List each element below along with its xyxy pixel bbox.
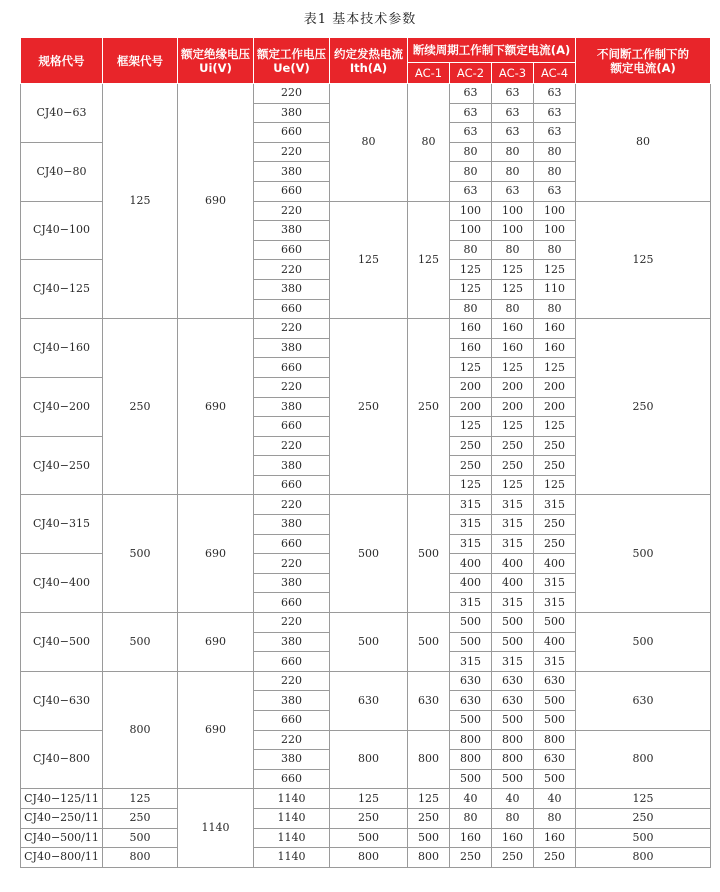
ac3-cell: 125 bbox=[492, 475, 534, 495]
table-row bbox=[21, 671, 711, 691]
table-row bbox=[21, 828, 711, 848]
ac1-cell: 500 bbox=[408, 828, 450, 848]
ue-cell: 380 bbox=[254, 221, 330, 241]
model-cell: CJ40−80 bbox=[21, 142, 103, 201]
ue-cell: 220 bbox=[254, 377, 330, 397]
ac3-cell: 125 bbox=[492, 417, 534, 437]
ue-cell: 660 bbox=[254, 417, 330, 437]
model-cell: CJ40−160 bbox=[21, 319, 103, 378]
ith-cell: 125 bbox=[330, 201, 408, 319]
ac4-cell: 63 bbox=[534, 84, 576, 104]
ue-cell: 660 bbox=[254, 240, 330, 260]
ue-cell: 380 bbox=[254, 103, 330, 123]
ac4-cell: 500 bbox=[534, 769, 576, 789]
ac1-cell: 250 bbox=[408, 808, 450, 828]
header-ac1: AC-1 bbox=[408, 63, 450, 84]
ac2-cell: 200 bbox=[450, 377, 492, 397]
ac2-cell: 160 bbox=[450, 338, 492, 358]
ac4-cell: 315 bbox=[534, 652, 576, 672]
table-row bbox=[21, 495, 711, 515]
ac2-cell: 80 bbox=[450, 162, 492, 182]
ac2-cell: 400 bbox=[450, 573, 492, 593]
ac3-cell: 400 bbox=[492, 554, 534, 574]
ue-cell: 380 bbox=[254, 515, 330, 535]
ue-cell: 660 bbox=[254, 299, 330, 319]
ac4-cell: 160 bbox=[534, 828, 576, 848]
ac3-cell: 63 bbox=[492, 103, 534, 123]
continuous-cell: 500 bbox=[576, 613, 711, 672]
ui-cell: 690 bbox=[178, 84, 254, 319]
ue-cell: 380 bbox=[254, 279, 330, 299]
ac2-cell: 200 bbox=[450, 397, 492, 417]
ac4-cell: 200 bbox=[534, 397, 576, 417]
ac4-cell: 125 bbox=[534, 358, 576, 378]
ac4-cell: 200 bbox=[534, 377, 576, 397]
ac4-cell: 63 bbox=[534, 103, 576, 123]
ue-cell: 220 bbox=[254, 260, 330, 280]
ac3-cell: 500 bbox=[492, 711, 534, 731]
ac4-cell: 160 bbox=[534, 319, 576, 339]
table-row bbox=[21, 84, 711, 104]
ac1-cell: 800 bbox=[408, 848, 450, 868]
ue-cell: 660 bbox=[254, 181, 330, 201]
model-cell: CJ40−63 bbox=[21, 84, 103, 143]
ac3-cell: 315 bbox=[492, 515, 534, 535]
model-cell: CJ40−250/11 bbox=[21, 808, 103, 828]
header-ac3: AC-3 bbox=[492, 63, 534, 84]
ac3-cell: 80 bbox=[492, 162, 534, 182]
spec-table bbox=[20, 37, 711, 868]
ith-cell: 500 bbox=[330, 495, 408, 613]
ac4-cell: 250 bbox=[534, 436, 576, 456]
ue-cell: 380 bbox=[254, 632, 330, 652]
ac4-cell: 400 bbox=[534, 632, 576, 652]
continuous-cell: 125 bbox=[576, 201, 711, 319]
ac3-cell: 40 bbox=[492, 789, 534, 809]
ith-cell: 800 bbox=[330, 848, 408, 868]
frame-cell: 250 bbox=[103, 319, 178, 495]
continuous-cell: 250 bbox=[576, 319, 711, 495]
ue-cell: 660 bbox=[254, 711, 330, 731]
ac3-cell: 500 bbox=[492, 613, 534, 633]
ac1-cell: 80 bbox=[408, 84, 450, 202]
ac4-cell: 500 bbox=[534, 691, 576, 711]
ac2-cell: 630 bbox=[450, 671, 492, 691]
ac4-cell: 500 bbox=[534, 613, 576, 633]
ac2-cell: 160 bbox=[450, 828, 492, 848]
frame-cell: 500 bbox=[103, 495, 178, 613]
ac3-cell: 500 bbox=[492, 632, 534, 652]
table-row bbox=[21, 613, 711, 633]
ac2-cell: 63 bbox=[450, 103, 492, 123]
ac2-cell: 315 bbox=[450, 534, 492, 554]
ac4-cell: 80 bbox=[534, 162, 576, 182]
table-row bbox=[21, 789, 711, 809]
ac2-cell: 500 bbox=[450, 711, 492, 731]
ui-cell: 690 bbox=[178, 319, 254, 495]
ac3-cell: 125 bbox=[492, 260, 534, 280]
ith-cell: 800 bbox=[330, 730, 408, 789]
ac1-cell: 630 bbox=[408, 671, 450, 730]
continuous-cell: 630 bbox=[576, 671, 711, 730]
model-cell: CJ40−200 bbox=[21, 377, 103, 436]
ac2-cell: 400 bbox=[450, 554, 492, 574]
model-cell: CJ40−315 bbox=[21, 495, 103, 554]
ue-cell: 660 bbox=[254, 652, 330, 672]
ac3-cell: 80 bbox=[492, 299, 534, 319]
model-cell: CJ40−100 bbox=[21, 201, 103, 260]
ue-cell: 220 bbox=[254, 142, 330, 162]
ac4-cell: 500 bbox=[534, 711, 576, 731]
ac4-cell: 250 bbox=[534, 848, 576, 868]
continuous-cell: 80 bbox=[576, 84, 711, 202]
ac4-cell: 800 bbox=[534, 730, 576, 750]
ac3-cell: 63 bbox=[492, 123, 534, 143]
ac2-cell: 100 bbox=[450, 221, 492, 241]
ac4-cell: 125 bbox=[534, 475, 576, 495]
ui-cell: 690 bbox=[178, 613, 254, 672]
continuous-cell: 500 bbox=[576, 828, 711, 848]
ith-cell: 250 bbox=[330, 808, 408, 828]
ue-cell: 380 bbox=[254, 750, 330, 770]
ac3-cell: 80 bbox=[492, 142, 534, 162]
continuous-cell: 800 bbox=[576, 848, 711, 868]
ac4-cell: 315 bbox=[534, 495, 576, 515]
ue-cell: 380 bbox=[254, 162, 330, 182]
ac1-cell: 250 bbox=[408, 319, 450, 495]
ac1-cell: 500 bbox=[408, 613, 450, 672]
ac3-cell: 630 bbox=[492, 691, 534, 711]
model-cell: CJ40−125/11 bbox=[21, 789, 103, 809]
table-body bbox=[21, 84, 711, 868]
model-cell: CJ40−400 bbox=[21, 554, 103, 613]
ac2-cell: 125 bbox=[450, 260, 492, 280]
ac3-cell: 500 bbox=[492, 769, 534, 789]
continuous-cell: 125 bbox=[576, 789, 711, 809]
header-model: 规格代号 bbox=[21, 38, 103, 84]
ui-cell: 690 bbox=[178, 495, 254, 613]
ac3-cell: 63 bbox=[492, 84, 534, 104]
ue-cell: 660 bbox=[254, 769, 330, 789]
ue-cell: 660 bbox=[254, 358, 330, 378]
header-ac4: AC-4 bbox=[534, 63, 576, 84]
model-cell: CJ40−250 bbox=[21, 436, 103, 495]
header-ac2: AC-2 bbox=[450, 63, 492, 84]
header-ith: 约定发热电流 Ith(A) bbox=[330, 38, 408, 84]
ac2-cell: 315 bbox=[450, 515, 492, 535]
ue-cell: 660 bbox=[254, 475, 330, 495]
ue-cell: 1140 bbox=[254, 828, 330, 848]
ac2-cell: 125 bbox=[450, 279, 492, 299]
ac4-cell: 250 bbox=[534, 534, 576, 554]
table-caption: 表1 基本技术参数 bbox=[303, 12, 417, 27]
ac1-cell: 125 bbox=[408, 789, 450, 809]
ac2-cell: 800 bbox=[450, 730, 492, 750]
ac3-cell: 315 bbox=[492, 534, 534, 554]
header-periodic: 断续周期工作制下额定电流(A) bbox=[408, 38, 576, 63]
ue-cell: 220 bbox=[254, 671, 330, 691]
header-continuous: 不间断工作制下的 额定电流(A) bbox=[576, 38, 711, 84]
ac1-cell: 500 bbox=[408, 495, 450, 613]
ac4-cell: 125 bbox=[534, 260, 576, 280]
ith-cell: 125 bbox=[330, 789, 408, 809]
ac3-cell: 100 bbox=[492, 201, 534, 221]
ith-cell: 630 bbox=[330, 671, 408, 730]
ue-cell: 1140 bbox=[254, 808, 330, 828]
ac1-cell: 800 bbox=[408, 730, 450, 789]
header-ui: 额定绝缘电压 Ui(V) bbox=[178, 38, 254, 84]
ue-cell: 220 bbox=[254, 554, 330, 574]
ac2-cell: 500 bbox=[450, 632, 492, 652]
ue-cell: 380 bbox=[254, 338, 330, 358]
ac3-cell: 200 bbox=[492, 377, 534, 397]
ue-cell: 660 bbox=[254, 534, 330, 554]
ac4-cell: 125 bbox=[534, 417, 576, 437]
ue-cell: 380 bbox=[254, 573, 330, 593]
ac3-cell: 315 bbox=[492, 495, 534, 515]
ith-cell: 500 bbox=[330, 828, 408, 848]
ac2-cell: 160 bbox=[450, 319, 492, 339]
ue-cell: 660 bbox=[254, 123, 330, 143]
ac2-cell: 315 bbox=[450, 495, 492, 515]
ac2-cell: 800 bbox=[450, 750, 492, 770]
ac4-cell: 80 bbox=[534, 808, 576, 828]
ac3-cell: 250 bbox=[492, 436, 534, 456]
ac4-cell: 400 bbox=[534, 554, 576, 574]
ac3-cell: 400 bbox=[492, 573, 534, 593]
model-cell: CJ40−800/11 bbox=[21, 848, 103, 868]
frame-cell: 125 bbox=[103, 789, 178, 809]
ac2-cell: 125 bbox=[450, 475, 492, 495]
ac2-cell: 250 bbox=[450, 848, 492, 868]
ue-cell: 220 bbox=[254, 319, 330, 339]
ith-cell: 250 bbox=[330, 319, 408, 495]
frame-cell: 250 bbox=[103, 808, 178, 828]
ac4-cell: 100 bbox=[534, 221, 576, 241]
continuous-cell: 800 bbox=[576, 730, 711, 789]
frame-cell: 500 bbox=[103, 613, 178, 672]
ac3-cell: 160 bbox=[492, 338, 534, 358]
ac3-cell: 63 bbox=[492, 181, 534, 201]
model-cell: CJ40−800 bbox=[21, 730, 103, 789]
ue-cell: 220 bbox=[254, 84, 330, 104]
ac4-cell: 40 bbox=[534, 789, 576, 809]
ac4-cell: 315 bbox=[534, 593, 576, 613]
ac2-cell: 250 bbox=[450, 436, 492, 456]
ue-cell: 380 bbox=[254, 456, 330, 476]
ue-cell: 220 bbox=[254, 436, 330, 456]
ue-cell: 380 bbox=[254, 397, 330, 417]
ac4-cell: 630 bbox=[534, 671, 576, 691]
model-cell: CJ40−125 bbox=[21, 260, 103, 319]
ue-cell: 220 bbox=[254, 495, 330, 515]
ac2-cell: 500 bbox=[450, 613, 492, 633]
header-frame: 框架代号 bbox=[103, 38, 178, 84]
frame-cell: 500 bbox=[103, 828, 178, 848]
ac2-cell: 63 bbox=[450, 84, 492, 104]
ac3-cell: 800 bbox=[492, 750, 534, 770]
ue-cell: 220 bbox=[254, 613, 330, 633]
ac3-cell: 800 bbox=[492, 730, 534, 750]
ue-cell: 660 bbox=[254, 593, 330, 613]
ac3-cell: 125 bbox=[492, 279, 534, 299]
ac2-cell: 63 bbox=[450, 181, 492, 201]
ac3-cell: 250 bbox=[492, 456, 534, 476]
ac2-cell: 63 bbox=[450, 123, 492, 143]
continuous-cell: 250 bbox=[576, 808, 711, 828]
ac4-cell: 315 bbox=[534, 573, 576, 593]
ac4-cell: 80 bbox=[534, 142, 576, 162]
ac2-cell: 80 bbox=[450, 808, 492, 828]
model-cell: CJ40−630 bbox=[21, 671, 103, 730]
ac2-cell: 100 bbox=[450, 201, 492, 221]
ac2-cell: 315 bbox=[450, 593, 492, 613]
ac3-cell: 80 bbox=[492, 240, 534, 260]
ue-cell: 380 bbox=[254, 691, 330, 711]
ith-cell: 500 bbox=[330, 613, 408, 672]
ac4-cell: 80 bbox=[534, 299, 576, 319]
ac3-cell: 125 bbox=[492, 358, 534, 378]
ui-cell: 1140 bbox=[178, 789, 254, 867]
ac2-cell: 125 bbox=[450, 358, 492, 378]
frame-cell: 125 bbox=[103, 84, 178, 319]
ac3-cell: 160 bbox=[492, 828, 534, 848]
ac2-cell: 40 bbox=[450, 789, 492, 809]
ac2-cell: 315 bbox=[450, 652, 492, 672]
ac3-cell: 250 bbox=[492, 848, 534, 868]
ac2-cell: 80 bbox=[450, 142, 492, 162]
ac2-cell: 630 bbox=[450, 691, 492, 711]
table-row bbox=[21, 848, 711, 868]
header-ue: 额定工作电压 Ue(V) bbox=[254, 38, 330, 84]
ith-cell: 80 bbox=[330, 84, 408, 202]
ac4-cell: 160 bbox=[534, 338, 576, 358]
ac3-cell: 80 bbox=[492, 808, 534, 828]
table-row bbox=[21, 319, 711, 339]
ac3-cell: 160 bbox=[492, 319, 534, 339]
table-row bbox=[21, 808, 711, 828]
model-cell: CJ40−500 bbox=[21, 613, 103, 672]
ue-cell: 220 bbox=[254, 201, 330, 221]
ac3-cell: 315 bbox=[492, 652, 534, 672]
ac2-cell: 250 bbox=[450, 456, 492, 476]
ue-cell: 1140 bbox=[254, 848, 330, 868]
frame-cell: 800 bbox=[103, 671, 178, 789]
ui-cell: 690 bbox=[178, 671, 254, 789]
ac2-cell: 500 bbox=[450, 769, 492, 789]
ac4-cell: 630 bbox=[534, 750, 576, 770]
continuous-cell: 500 bbox=[576, 495, 711, 613]
ac4-cell: 100 bbox=[534, 201, 576, 221]
ac4-cell: 63 bbox=[534, 181, 576, 201]
ac2-cell: 80 bbox=[450, 299, 492, 319]
ac4-cell: 80 bbox=[534, 240, 576, 260]
ac2-cell: 125 bbox=[450, 417, 492, 437]
ac3-cell: 200 bbox=[492, 397, 534, 417]
ac4-cell: 63 bbox=[534, 123, 576, 143]
frame-cell: 800 bbox=[103, 848, 178, 868]
ac2-cell: 80 bbox=[450, 240, 492, 260]
ac4-cell: 250 bbox=[534, 515, 576, 535]
ac3-cell: 315 bbox=[492, 593, 534, 613]
ac3-cell: 630 bbox=[492, 671, 534, 691]
ac4-cell: 250 bbox=[534, 456, 576, 476]
ac3-cell: 100 bbox=[492, 221, 534, 241]
ac1-cell: 125 bbox=[408, 201, 450, 319]
ac4-cell: 110 bbox=[534, 279, 576, 299]
ue-cell: 220 bbox=[254, 730, 330, 750]
ue-cell: 1140 bbox=[254, 789, 330, 809]
model-cell: CJ40−500/11 bbox=[21, 828, 103, 848]
